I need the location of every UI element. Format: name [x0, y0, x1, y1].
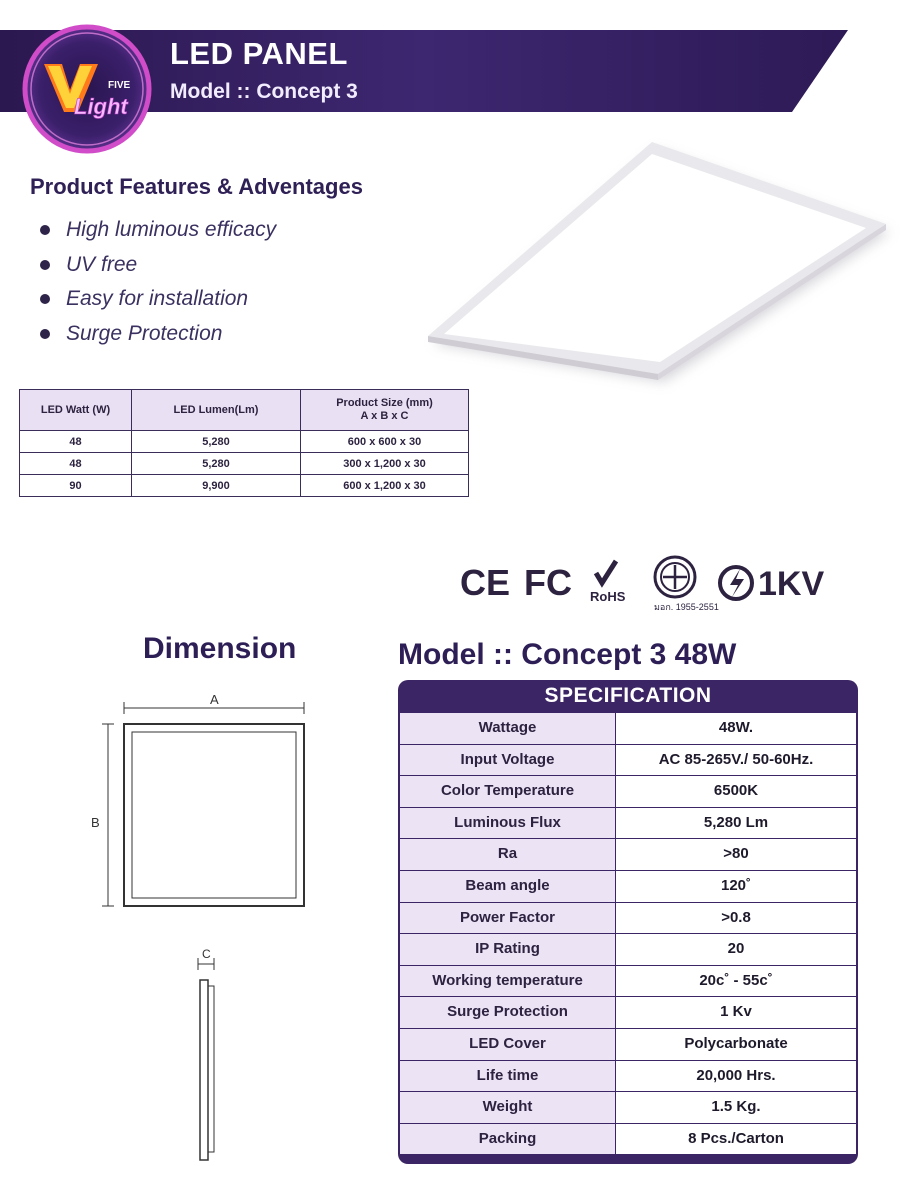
- bullet-icon: [40, 225, 50, 235]
- table-header-row: [20, 390, 469, 431]
- logo-five-text: FIVE: [108, 80, 131, 91]
- spec-row: Ra >80: [400, 838, 856, 870]
- spec-row: Working temperature 20c˚ - 55c˚: [400, 965, 856, 997]
- col-header-size: Product Size (mm) A x B x C: [301, 390, 469, 431]
- spec-row: Surge Protection 1 Kv: [400, 996, 856, 1028]
- dimension-title: Dimension: [143, 632, 297, 665]
- features-title: Product Features & Adventages: [30, 174, 363, 199]
- bullet-icon: [40, 294, 50, 304]
- dim-label-b: B: [91, 815, 100, 830]
- bullet-icon: [40, 260, 50, 270]
- five-light-logo: [22, 24, 152, 154]
- surge-protection-icon: [720, 565, 824, 603]
- certification-marks: [458, 555, 848, 615]
- dim-label-a: A: [210, 692, 219, 707]
- led-panel-image: [420, 136, 900, 396]
- spec-row: IP Rating 20: [400, 933, 856, 965]
- spec-row: Color Temperature 6500K: [400, 775, 856, 807]
- spec-row: Beam angle 120˚: [400, 870, 856, 902]
- col-header-watt: LED Watt (W): [20, 390, 132, 431]
- features-list: [40, 213, 276, 351]
- spec-row: Life time 20,000 Hrs.: [400, 1060, 856, 1092]
- spec-row: Weight 1.5 Kg.: [400, 1091, 856, 1123]
- rohs-icon: [590, 561, 626, 604]
- spec-row: Power Factor >0.8: [400, 902, 856, 934]
- feature-item: Easy for installation: [40, 282, 276, 317]
- table-row: 90 9,900 600 x 1,200 x 30: [20, 475, 469, 497]
- dim-label-c: C: [202, 947, 211, 961]
- spec-row: Input Voltage AC 85-265V./ 50-60Hz.: [400, 744, 856, 776]
- specification-table: [398, 680, 858, 1164]
- product-size-table: [19, 389, 469, 497]
- spec-heading: SPECIFICATION: [544, 684, 712, 707]
- table-row: 48 5,280 300 x 1,200 x 30: [20, 453, 469, 475]
- feature-item: High luminous efficacy: [40, 213, 276, 248]
- spec-row: LED Cover Polycarbonate: [400, 1028, 856, 1060]
- feature-item: UV free: [40, 248, 276, 283]
- model-subtitle: Model :: Concept 3: [170, 80, 358, 103]
- spec-row: Packing 8 Pcs./Carton: [400, 1123, 856, 1155]
- dimension-drawing: [90, 688, 330, 1168]
- spec-row: Luminous Flux 5,280 Lm: [400, 807, 856, 839]
- bullet-icon: [40, 329, 50, 339]
- tis-mark-icon: [654, 557, 719, 612]
- spec-model-title: Model :: Concept 3 48W: [398, 638, 737, 671]
- spec-row: Wattage 48W.: [400, 712, 856, 744]
- svg-text:มอก. 1955-2551: มอก. 1955-2551: [654, 602, 719, 612]
- table-row: 48 5,280 600 x 600 x 30: [20, 431, 469, 453]
- svg-text:RoHS: RoHS: [590, 589, 626, 604]
- page-title: LED PANEL: [170, 36, 348, 71]
- ce-mark-icon: CE: [460, 562, 511, 603]
- col-header-lumen: LED Lumen(Lm): [132, 390, 301, 431]
- fcc-mark-icon: FC: [524, 562, 572, 603]
- feature-item: Surge Protection: [40, 317, 276, 352]
- logo-light-text: Light: [74, 94, 128, 119]
- svg-text:1KV: 1KV: [758, 565, 825, 603]
